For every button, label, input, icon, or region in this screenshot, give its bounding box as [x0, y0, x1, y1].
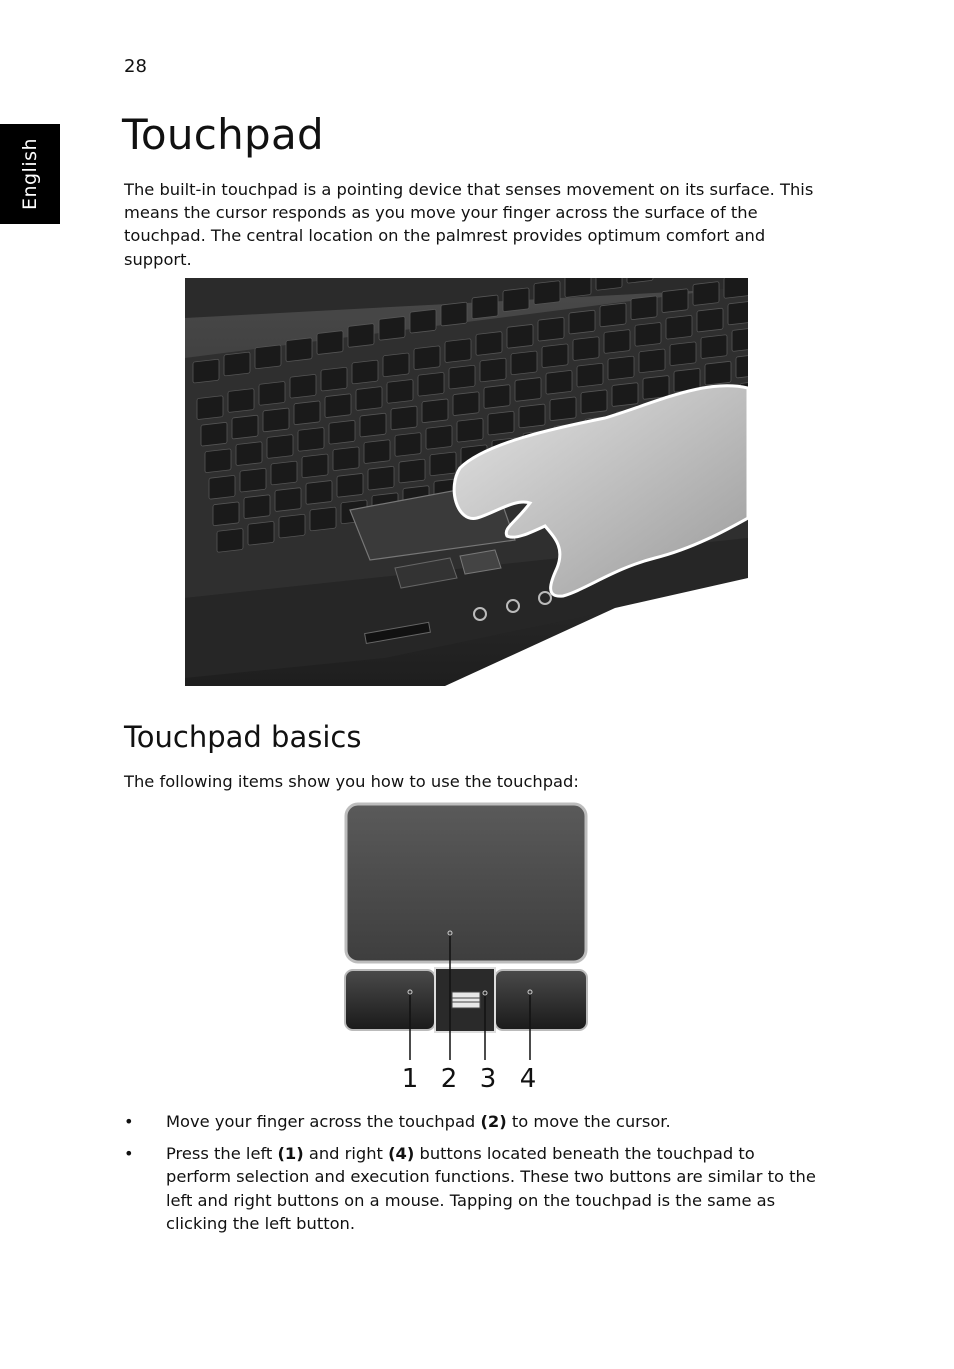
callout-3: 3 — [479, 1064, 497, 1094]
page-title: Touchpad — [122, 110, 325, 159]
list-item: • Press the left (1) and right (4) buttons located beneath the touchpad to perform selection and execution functions. These two buttons are similar to the left and right buttons on a mouse. Tapping on the touchpad is the same as clicking the left button. — [124, 1144, 816, 1233]
callout-1: 1 — [401, 1064, 419, 1094]
bullet-symbol: • — [124, 1112, 134, 1131]
left-button — [345, 970, 435, 1030]
language-tab-label: English — [19, 137, 41, 211]
callout-2: 2 — [440, 1064, 458, 1094]
laptop-touchpad-photo — [185, 278, 748, 686]
list-item: • Move your finger across the touchpad (2) to move the cursor. — [124, 1110, 824, 1133]
callout-4: 4 — [519, 1064, 537, 1094]
bullet-symbol: • — [124, 1144, 134, 1164]
section-subtitle: Touchpad basics — [124, 720, 362, 754]
intro-paragraph: The built-in touchpad is a pointing device that senses movement on its surface. This means the cursor responds as you move your finger across the surface of the touchpad. The central location on the palmrest provides optimum comfort and support. — [124, 180, 814, 269]
touchpad-surface — [346, 804, 586, 962]
touchpad-diagram — [340, 800, 600, 1100]
right-button — [495, 970, 587, 1030]
language-tab — [0, 124, 60, 224]
instructions-list — [124, 1110, 824, 1244]
page-number: 28 — [124, 56, 147, 77]
lead-paragraph: The following items show you how to use the touchpad: — [124, 772, 579, 791]
